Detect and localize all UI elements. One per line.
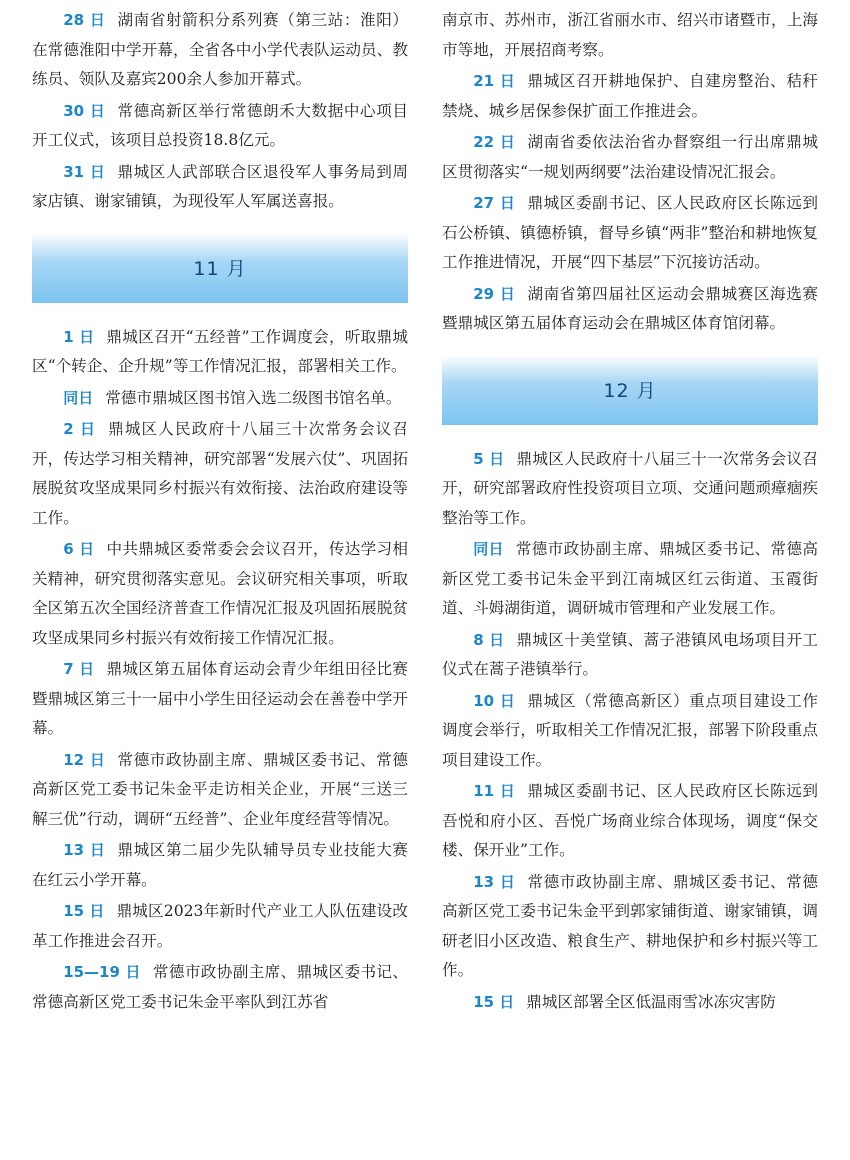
entry-date: 2 日 — [63, 420, 97, 438]
chronicle-entry — [32, 323, 408, 382]
chronicle-entry — [32, 384, 408, 414]
entry-text: 鼎城区人武部联合区退役军人事务局到周家店镇、谢家铺镇，为现役军人军属送喜报。 — [32, 162, 408, 210]
chronicle-entry — [32, 746, 408, 835]
entry-date: 27 日 — [473, 194, 516, 212]
entry-text: 常德市政协副主席、鼎城区委书记、常德高新区党工委书记朱金平到郭家铺街道、谢家铺镇，调研老旧小区改造、粮食生产、耕地保护和乡村振兴等工作。 — [442, 872, 818, 979]
chronicle-entry — [442, 777, 818, 866]
entry-date: 12 日 — [63, 750, 106, 769]
entry-text: 常德高新区举行常德朗禾大数据中心项目开工仪式，该项目总投资18.8亿元。 — [32, 101, 408, 149]
entry-date: 13 日 — [473, 872, 516, 891]
chronicle-entry — [442, 535, 818, 624]
entry-text: 常德市政协副主席、鼎城区委书记、常德高新区党工委书记朱金平率队到江苏省 — [32, 963, 408, 1011]
entry-date: 10 日 — [473, 691, 516, 710]
entry-text: 常德市鼎城区图书馆入选二级图书馆名单。 — [105, 388, 402, 407]
entry-date: 28 日 — [63, 11, 106, 29]
entry-date: 15 日 — [473, 992, 515, 1011]
entry-date: 同日 — [63, 388, 94, 407]
entry-date: 1 日 — [63, 327, 95, 346]
entry-text: 湖南省委依法治省办督察组一行出席鼎城区贯彻落实“一规划两纲要”法治建设情况汇报会。 — [442, 133, 818, 181]
entry-text: 鼎城区人民政府十八届三十一次常务会议召开，研究部署政府性投资项目立项、交通问题顽瘴痼疾整治等工作。 — [442, 449, 818, 527]
chronicle-entry — [442, 868, 818, 986]
month-banner-december — [442, 355, 818, 425]
entry-date: 13 日 — [63, 841, 106, 859]
chronicle-entry — [442, 280, 818, 339]
entry-text: 湖南省射箭积分系列赛（第三站：淮阳）在常德淮阳中学开幕，全省各中小学代表队运动员、教练员、领队及嘉宾200余人参加开幕式。 — [32, 11, 408, 88]
month-title: 12 月 — [603, 380, 657, 402]
month-title: 11 月 — [193, 258, 247, 280]
chronicle-entry — [442, 67, 818, 126]
entry-group — [32, 6, 408, 217]
entry-group — [442, 445, 818, 1018]
entry-text: 鼎城区召开“五经普”工作调度会，听取鼎城区“个转企、企升规”等工作情况汇报，部署相关工作。 — [32, 327, 408, 375]
chronicle-entry — [32, 158, 408, 217]
entry-group — [442, 67, 818, 339]
entry-date: 29 日 — [473, 284, 516, 303]
chronicle-entry — [32, 415, 408, 533]
chronicle-entry — [32, 535, 408, 653]
right-column — [442, 6, 818, 1019]
chronicle-entry — [32, 958, 408, 1017]
entry-date: 15—19 日 — [63, 963, 141, 981]
left-column — [32, 6, 408, 1019]
entry-text: 中共鼎城区委常委会会议召开，传达学习相关精神，研究贯彻落实意见。会议研究相关事项，听取全区第五次全国经济普查工作情况汇报及巩固拓展脱贫攻坚成果同乡村振兴有效衔接工作情况汇报。 — [32, 540, 408, 647]
chronicle-entry — [442, 128, 818, 187]
entry-date: 6 日 — [63, 540, 95, 558]
entry-text: 鼎城区委副书记、区人民政府区长陈远到石公桥镇、镇德桥镇，督导乡镇“两非”整治和耕地恢复工作推进情况，开展“四下基层”下沉接访活动。 — [442, 194, 818, 271]
entry-date: 7 日 — [63, 660, 95, 678]
entry-group — [32, 323, 408, 1018]
entry-date: 15 日 — [63, 902, 105, 920]
entry-date: 21 日 — [473, 72, 516, 90]
entry-text: 常德市政协副主席、鼎城区委书记、常德高新区党工委书记朱金平到江南城区红云街道、玉霞街道、斗姆湖街道，调研城市管理和产业发展工作。 — [442, 540, 818, 617]
entry-text: 湖南省第四届社区运动会鼎城赛区海选赛暨鼎城区第五届体育运动会在鼎城区体育馆闭幕。 — [442, 284, 818, 332]
entry-text: 鼎城区2023年新时代产业工人队伍建设改革工作推进会召开。 — [32, 902, 408, 950]
chronicle-entry — [442, 445, 818, 534]
entry-text: 鼎城区召开耕地保护、自建房整治、秸秆禁烧、城乡居保参保扩面工作推进会。 — [442, 72, 818, 120]
entry-text: 鼎城区十美堂镇、蒿子港镇风电场项目开工仪式在蒿子港镇举行。 — [442, 630, 818, 678]
entry-date: 30 日 — [63, 101, 106, 120]
entry-date: 11 日 — [473, 782, 516, 800]
entry-text: 鼎城区人民政府十八届三十次常务会议召开，传达学习相关精神，研究部署“发展六仗”、巩固拓展脱贫攻坚成果同乡村振兴有效衔接、法治政府建设等工作。 — [32, 420, 408, 527]
month-banner-november — [32, 233, 408, 303]
chronicle-entry — [32, 97, 408, 156]
entry-text: 鼎城区第二届少先队辅导员专业技能大赛在红云小学开幕。 — [32, 841, 408, 889]
chronicle-entry — [32, 6, 408, 95]
entry-text: 鼎城区第五届体育运动会青少年组田径比赛暨鼎城区第三十一届中小学生田径运动会在善卷中学开幕。 — [32, 660, 408, 737]
chronicle-entry — [442, 626, 818, 685]
continued-entry-text: 南京市、苏州市，浙江省丽水市、绍兴市诸暨市，上海市等地，开展招商考察。 — [442, 11, 818, 59]
entry-date: 8 日 — [473, 630, 505, 649]
entry-text: 鼎城区委副书记、区人民政府区长陈远到吾悦和府小区、吾悦广场商业综合体现场，调度“保交楼、保开业”工作。 — [442, 782, 818, 859]
chronicle-entry — [442, 189, 818, 278]
entry-text: 常德市政协副主席、鼎城区委书记、常德高新区党工委书记朱金平走访相关企业，开展“三送三解三优”行动，调研“五经普”、企业年度经营等情况。 — [32, 750, 408, 828]
entry-text: 鼎城区部署全区低温雨雪冰冻灾害防 — [526, 992, 776, 1011]
chronicle-entry — [442, 988, 818, 1018]
entry-date: 22 日 — [473, 133, 516, 151]
chronicle-entry — [32, 655, 408, 744]
entry-date: 同日 — [473, 540, 504, 558]
chronicle-entry — [442, 687, 818, 776]
entry-date: 5 日 — [473, 449, 505, 468]
entry-date: 31 日 — [63, 162, 106, 181]
entry-text: 鼎城区（常德高新区）重点项目建设工作调度会举行，听取相关工作情况汇报，部署下阶段重点项目建设工作。 — [442, 691, 818, 769]
chronicle-entry — [32, 897, 408, 956]
chronicle-entry — [32, 836, 408, 895]
